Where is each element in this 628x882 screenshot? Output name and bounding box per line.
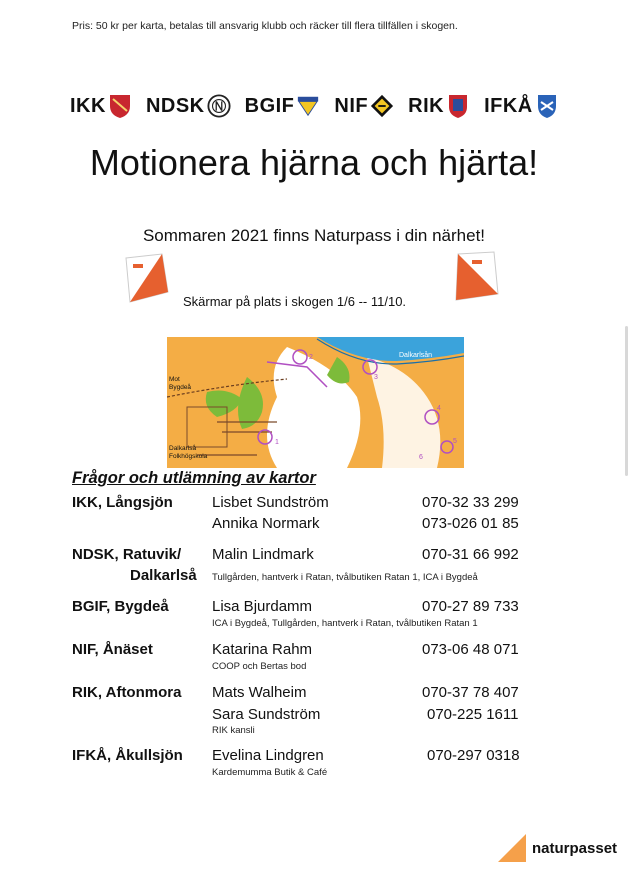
club-label-line2: Dalkarlså [130, 567, 197, 584]
club-name: IKK [70, 94, 106, 117]
contact-name: Annika Normark [212, 515, 320, 532]
club-label: IFKÅ, Åkullsjön [72, 747, 183, 764]
contact-phone: 073-026 01 85 [422, 515, 519, 532]
pickup-locations: Tullgården, hantverk i Ratan, tvålbutiken Ratan 1, ICA i Bygdeå [212, 572, 478, 583]
club-name: IFKÅ [484, 94, 533, 117]
subtitle: Sommaren 2021 finns Naturpass i din närhet! [142, 226, 486, 245]
pickup-locations: COOP och Bertas bod [212, 661, 307, 672]
map-label: Dalkarlså [169, 445, 197, 452]
contact-phone: 073-06 48 071 [422, 641, 519, 658]
club-name: NDSK [145, 94, 205, 117]
naturpasset-logo-icon [496, 832, 528, 864]
price-note: Pris: 50 kr per karta, betalas till ansvarig klubb och räcker till flera tillfällen i skogen. [72, 20, 458, 32]
contact-phone: 070-31 66 992 [422, 546, 519, 563]
orienteering-flag-icon [452, 250, 502, 306]
control-number: 5 [453, 438, 457, 445]
contact-name: Sara Sundström [212, 706, 321, 723]
club-label: RIK, Aftonmora [72, 684, 182, 701]
contact-name: Evelina Lindgren [212, 747, 324, 764]
contact-phone: 070-27 89 733 [422, 598, 519, 615]
contact-name: Lisa Bjurdamm [212, 598, 313, 615]
control-number: 1 [275, 439, 279, 446]
contact-phone: 070-32 33 299 [422, 494, 519, 511]
club-nif [334, 93, 394, 119]
rik-shield-icon [446, 93, 470, 119]
club-name: RIK [408, 94, 445, 117]
contact-name: Malin Lindmark [212, 546, 314, 563]
nif-diamond-icon [370, 93, 394, 119]
naturpasset-brand [496, 832, 617, 864]
contact-phone: 070-225 1611 [427, 706, 519, 723]
brand-name: naturpasset [532, 839, 618, 857]
club-label: IKK, Långsjön [72, 494, 173, 511]
pickup-locations: RIK kansli [212, 725, 255, 736]
club-label: NDSK, Ratuvik/ [72, 546, 182, 563]
dates-line: Skärmar på plats i skogen 1/6 -- 11/10. [183, 294, 407, 309]
contact-phone: 070-297 0318 [427, 747, 520, 764]
club-name: NIF [334, 94, 369, 117]
contact-name: Lisbet Sundström [212, 494, 329, 511]
contact-name: Mats Walheim [212, 684, 307, 701]
map-label: Bygdeå [169, 384, 192, 391]
bgif-pennant-icon [296, 93, 320, 119]
control-number: 4 [437, 405, 441, 412]
club-logos-row [70, 88, 560, 124]
orienteering-flag-icon [122, 252, 172, 308]
control-number: 3 [374, 374, 378, 381]
pickup-locations: ICA i Bygdeå, Tullgården, hantverk i Ratan, tvålbutiken Ratan 1 [212, 618, 478, 629]
map-label-lake: Dalkarlsån [399, 352, 433, 359]
map-label: Folkhögskola [169, 453, 208, 460]
map-label: Mot [169, 376, 180, 383]
ndsk-round-icon [207, 93, 231, 119]
ikk-shield-icon [108, 93, 132, 119]
club-label: BGIF, Bygdeå [72, 598, 169, 615]
orienteering-map [167, 337, 464, 468]
control-number: 2 [309, 354, 313, 361]
contact-name: Katarina Rahm [212, 641, 313, 658]
page-title: Motionera hjärna och hjärta! [89, 142, 539, 183]
section-heading: Frågor och utlämning av kartor [72, 469, 316, 487]
control-number: 6 [419, 454, 423, 461]
club-rik [408, 93, 470, 119]
pickup-locations: Kardemumma Butik & Café [212, 767, 328, 778]
club-ikk [70, 93, 132, 119]
club-label: NIF, Ånäset [72, 641, 153, 658]
club-name: BGIF [244, 94, 295, 117]
club-ndsk [146, 93, 231, 119]
club-bgif [245, 93, 321, 119]
contact-phone: 070-37 78 407 [422, 684, 519, 701]
club-ifka [484, 93, 559, 119]
ifka-shield-icon [535, 93, 559, 119]
